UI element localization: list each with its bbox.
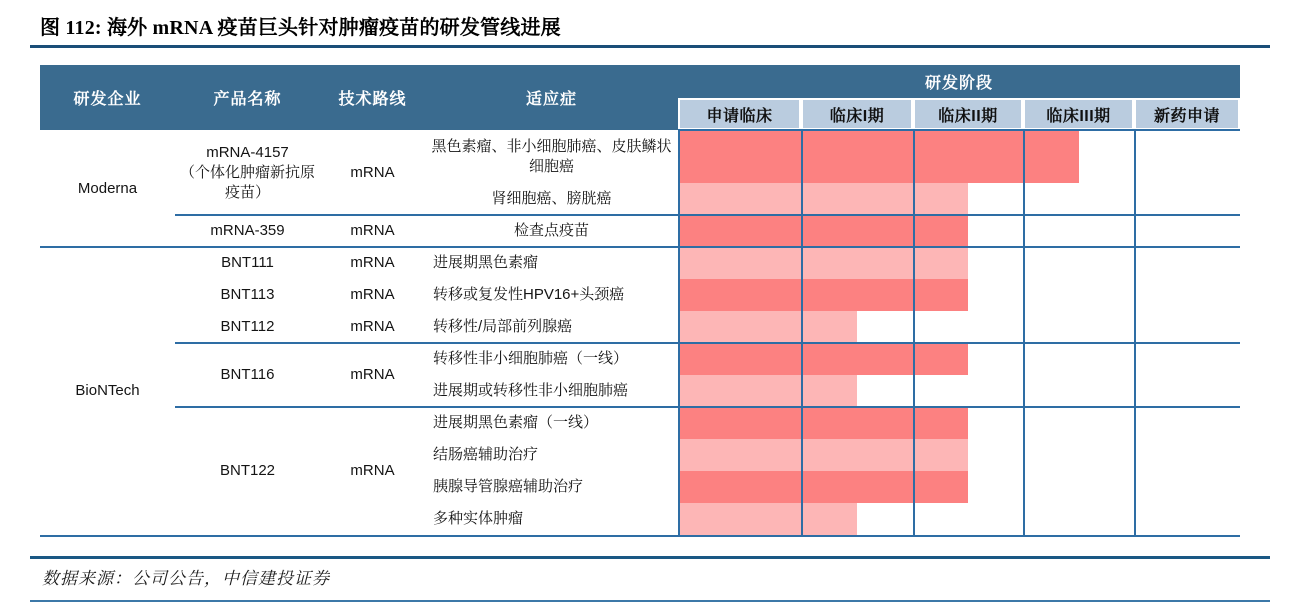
- stage-bar: [678, 183, 968, 215]
- product-name: mRNA-359: [210, 222, 285, 239]
- tech-cell: mRNA: [350, 462, 395, 479]
- source-note: 数据来源：公司公告，中信建投证券: [42, 569, 330, 588]
- stage-bar: [678, 215, 968, 247]
- stage-bar: [678, 247, 968, 279]
- product-name: BNT113: [220, 286, 275, 303]
- indication-cell: 转移或复发性HPV16+头颈癌: [433, 286, 625, 303]
- product-name: BNT122: [219, 462, 276, 479]
- tech-cell: mRNA: [350, 318, 395, 335]
- indication-cell: 转移性/局部前列腺癌: [433, 318, 573, 335]
- tech-cell: mRNA: [350, 286, 395, 303]
- tech-cell: mRNA: [350, 222, 395, 239]
- stage-bar: [678, 503, 857, 535]
- company-cell: BioNTech: [75, 382, 140, 399]
- grid-vline: [913, 130, 915, 535]
- indication-cell: 肾细胞癌、膀胱癌: [491, 190, 612, 207]
- product-cell: [175, 343, 320, 407]
- indication-cell: 进展期黑色素瘤: [433, 254, 539, 271]
- footer-rule: [30, 556, 1270, 559]
- product-cell: [175, 407, 320, 535]
- indication-cell: 进展期黑色素瘤（一线）: [433, 414, 599, 431]
- tech-cell: mRNA: [350, 163, 395, 181]
- column-header-2: 技术路线: [338, 91, 407, 108]
- title-rule: [30, 45, 1270, 48]
- stage-bar: [678, 130, 1079, 183]
- product-cell: [175, 130, 320, 215]
- company-cell: Moderna: [77, 179, 138, 197]
- product-cell: [175, 215, 320, 247]
- stage-header-3: 临床III期: [1025, 100, 1132, 128]
- product-name: BNT111: [221, 254, 274, 271]
- indication-cell: 检查点疫苗: [513, 222, 589, 239]
- product-name: BNT112: [220, 318, 275, 335]
- product-name: mRNA-4157: [206, 143, 289, 161]
- column-header-1: 产品名称: [213, 91, 282, 108]
- indication-cell: 多种实体肿瘤: [433, 510, 524, 527]
- tech-cell: mRNA: [350, 366, 395, 383]
- stage-bar: [678, 375, 857, 407]
- grid-vline: [678, 130, 680, 535]
- bottom-rule: [30, 600, 1270, 602]
- stage-group-header: 研发阶段: [924, 75, 993, 92]
- indication-cell: 黑色素瘤、非小细胞肺癌、皮肤鳞状细胞癌: [431, 137, 672, 175]
- indication-cell: 进展期或转移性非小细胞肺癌: [433, 382, 629, 399]
- stage-bar: [678, 279, 968, 311]
- table-bottom-line: [40, 535, 1240, 537]
- stage-header-1: 临床I期: [803, 100, 911, 128]
- indication-cell: 转移性非小细胞肺癌（一线）: [433, 350, 629, 367]
- product-desc: （个体化肿瘤新抗原疫苗）: [179, 163, 315, 201]
- stage-header-0: 申请临床: [680, 100, 799, 128]
- stage-bar: [678, 343, 968, 375]
- product-cell: [175, 279, 320, 311]
- indication-cell: 胰腺导管腺癌辅助治疗: [433, 478, 584, 495]
- product-cell: [175, 247, 320, 279]
- grid-vline: [1023, 130, 1025, 535]
- figure-title: 图 112: 海外 mRNA 疫苗巨头针对肿瘤疫苗的研发管线进展: [40, 17, 561, 39]
- stage-header-4: 新药申请: [1136, 100, 1238, 128]
- stage-bar: [678, 471, 968, 503]
- column-header-0: 研发企业: [73, 91, 142, 108]
- product-cell: [175, 311, 320, 343]
- grid-vline: [801, 130, 803, 535]
- stage-bar: [678, 311, 857, 343]
- column-header-3: 适应症: [525, 91, 577, 108]
- stage-bar: [678, 439, 968, 471]
- stage-header-2: 临床II期: [915, 100, 1021, 128]
- grid-vline: [1134, 130, 1136, 535]
- stage-bar: [678, 407, 968, 439]
- grid-top-line: [678, 129, 1240, 131]
- indication-cell: 结肠癌辅助治疗: [433, 446, 539, 463]
- pipeline-table: [40, 65, 1240, 537]
- product-name: BNT116: [220, 366, 275, 383]
- tech-cell: mRNA: [350, 254, 395, 271]
